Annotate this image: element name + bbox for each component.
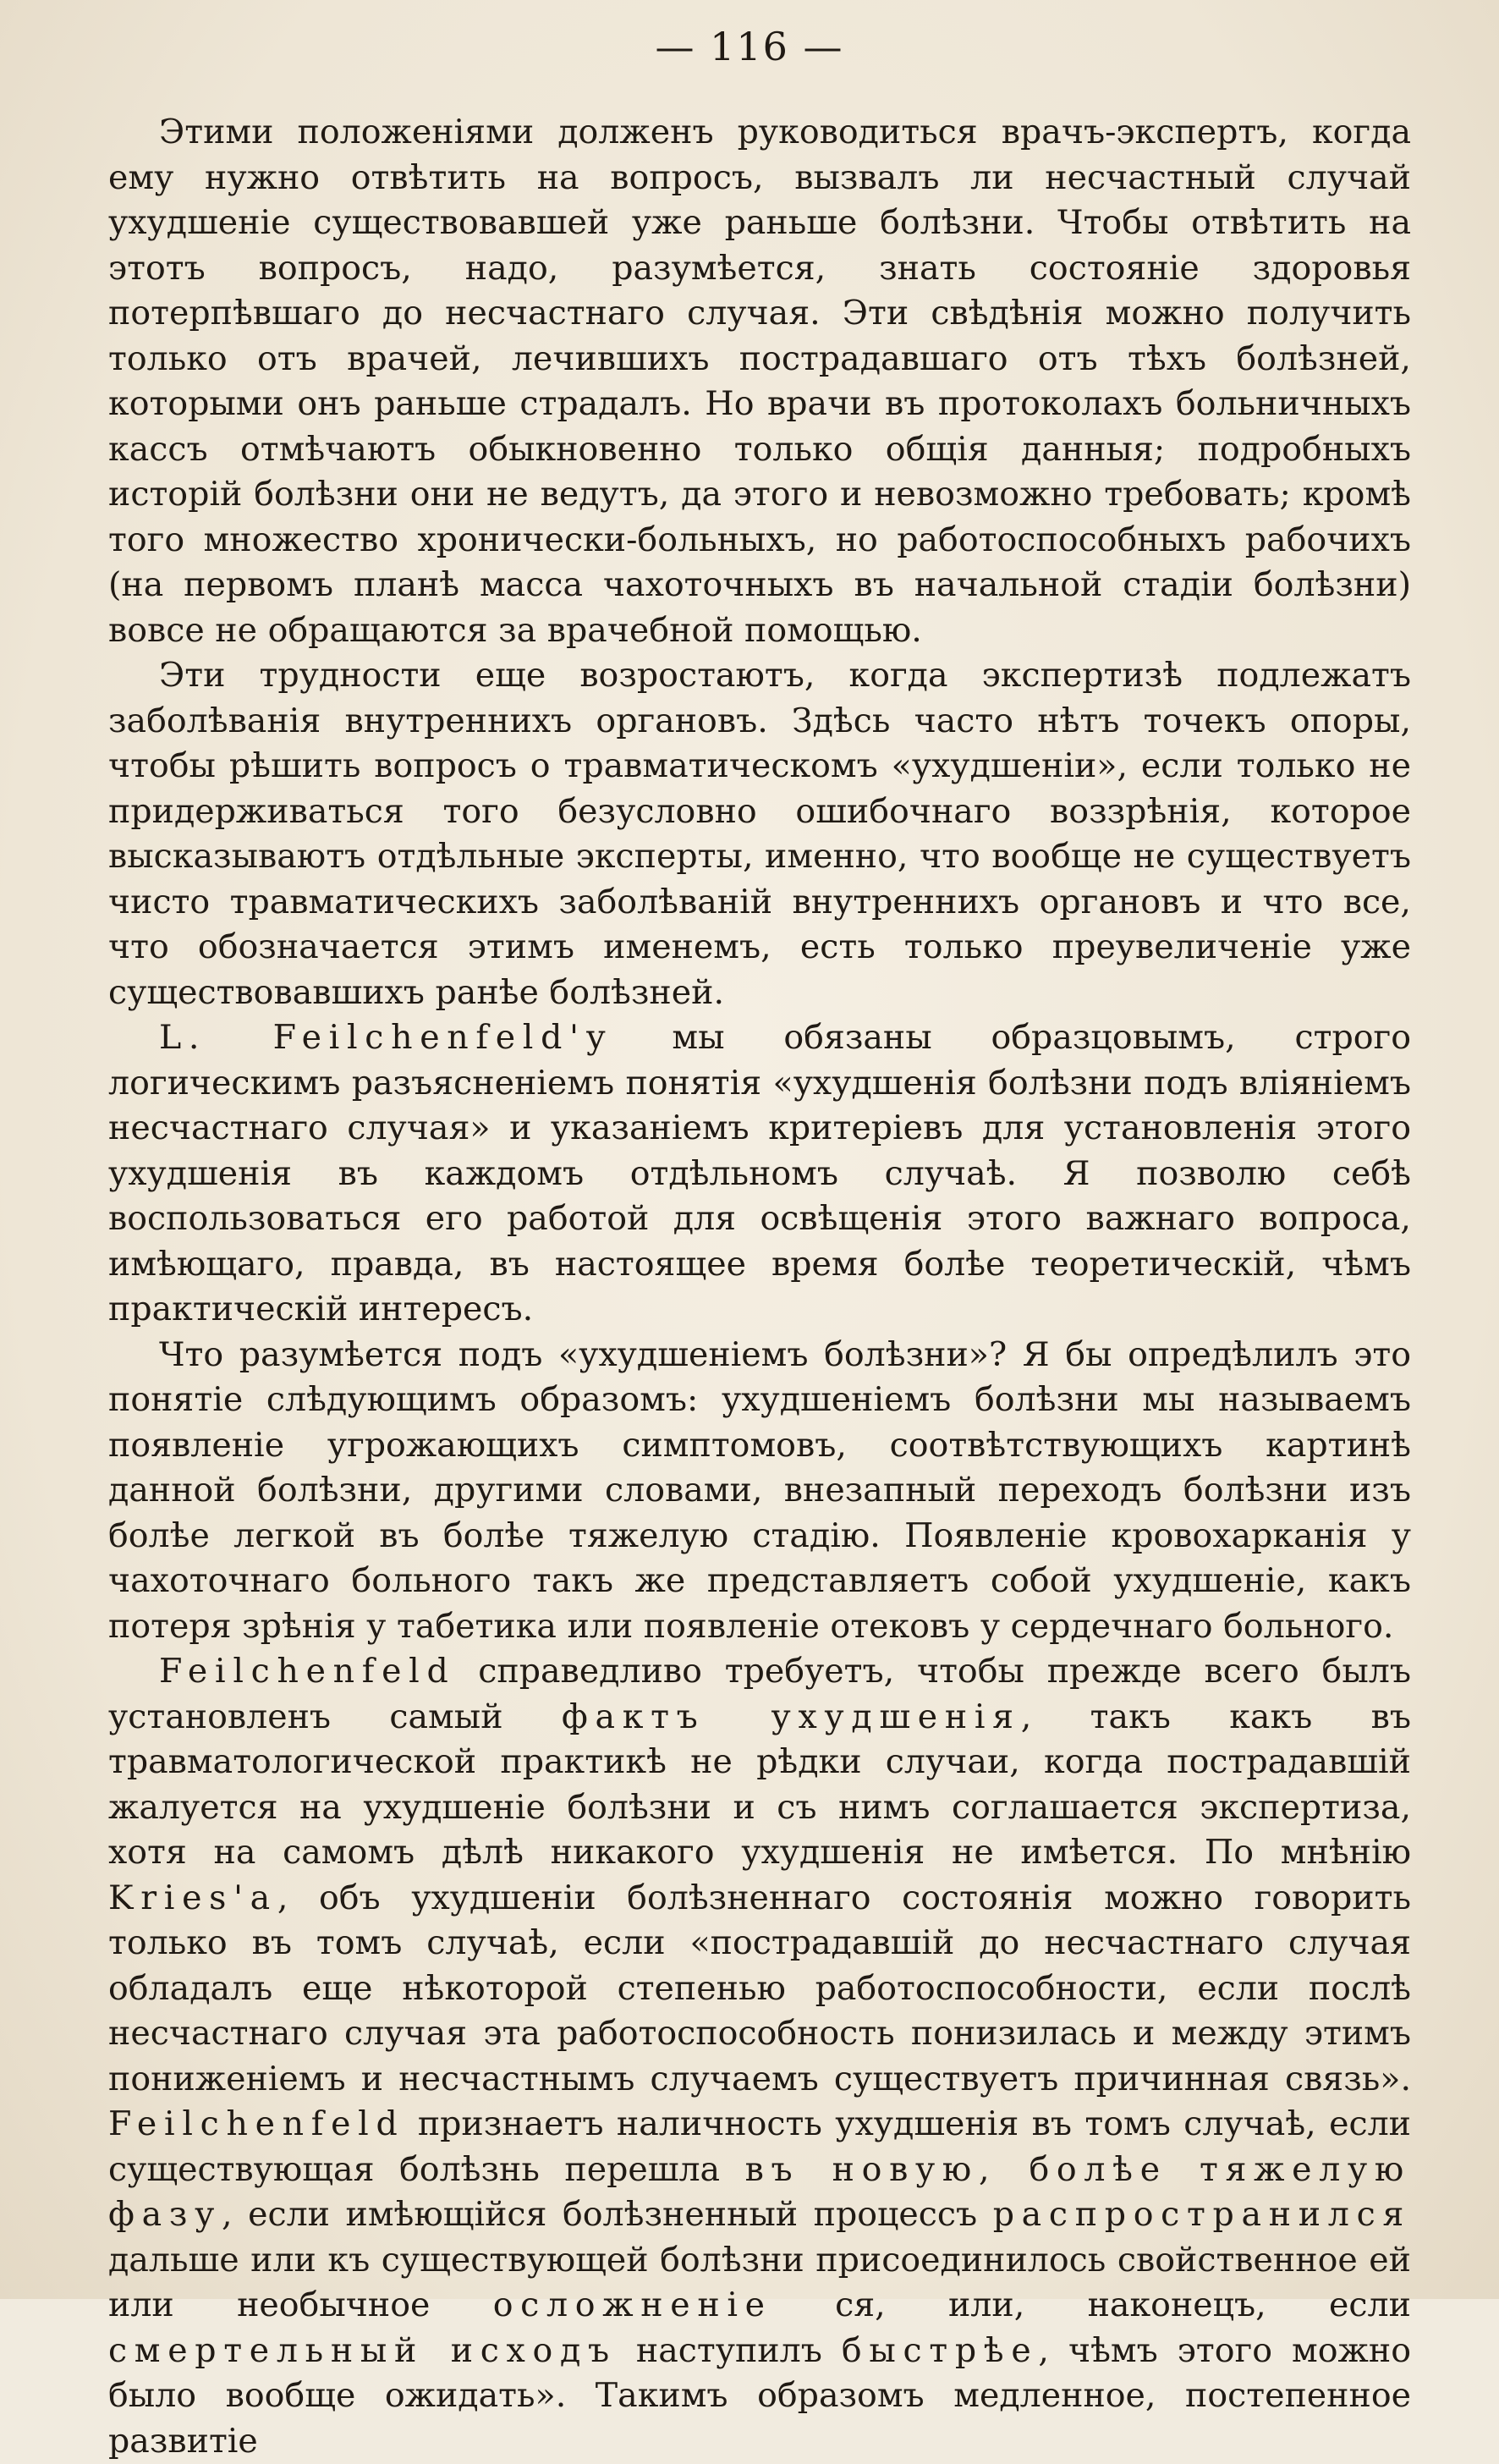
paragraph-2: Эти трудности еще возростаютъ, когда экспертизѣ подлежатъ заболѣванія внутреннихъ органовъ. Здѣсь часто нѣтъ точекъ опоры, чтобы рѣшить вопросъ о травматическомъ «ухудшеніи», если только не придерживаться того безусловно ошибочнаго воззрѣнія, которое высказываютъ отдѣльные эксперты, именно, что вообще не существуетъ чисто травматическихъ заболѣваній внутреннихъ органовъ и что все, что обозначается этимъ именемъ, есть только преувеличеніе уже существовавшихъ ранѣе болѣзней. [108, 656, 1411, 1012]
emphasis: фактъ ухудшенія [561, 1697, 1021, 1736]
author-name: Kries'a [108, 1878, 277, 1917]
author-name: Feilchenfeld [108, 2104, 405, 2143]
emphasis: быстрѣе [841, 2330, 1039, 2370]
emphasis: въ новую, болѣе тяжелую фазу [108, 2149, 1411, 2234]
emphasis: смертельный исходъ [108, 2330, 617, 2370]
page-number: — 116 — [655, 24, 844, 69]
emphasis: осложненіе [492, 2285, 772, 2324]
emphasis: распространился [992, 2195, 1411, 2234]
paragraph-3: L. Feilchenfeld'у мы обязаны образцовымъ, строго логическимъ разъясненіемъ понятія «ухудшенія болѣзни подъ вліяніемъ несчастнаго случая» и указаніемъ критеріевъ для установленія этого ухудшенія въ каждомъ отдѣльномъ случаѣ. Я позволю себѣ воспользоваться его работой для освѣщенія этого важнаго вопроса, имѣющаго, правда, въ настоящее время болѣе теоретическій, чѣмъ практическій интересъ. [108, 1018, 1411, 1328]
paragraph-5: Feilchenfeld справедливо требуетъ, чтобы прежде всего былъ установленъ самый фактъ ухудшенія, такъ какъ въ травматологической практикѣ не рѣдки случаи, когда пострадавшій жалуется на ухудшеніе болѣзни и съ нимъ соглашается экспертиза, хотя на самомъ дѣлѣ никакого ухудшенія не имѣется. По мнѣнію Kries'a, объ ухудшеніи болѣзненнаго состоянія можно говорить только въ томъ случаѣ, если «пострадавшій до несчастнаго случая обладалъ еще нѣкоторой степенью работоспособности, если послѣ несчастнаго случая эта работоспособность понизилась и между этимъ пониженіемъ и несчастнымъ случаемъ существуетъ причинная связь». Feilchenfeld признаетъ наличность ухудшенія въ томъ случаѣ, если существующая болѣзнь перешла въ новую, болѣе тяжелую фазу, если имѣющійся болѣзненный процессъ распространился дальше или къ существующей болѣзни присоединилось свойственное ей или необычное осложненіе ся, или, наконецъ, если смертельный исходъ наступилъ быстрѣе, чѣмъ этого можно было вообще ожидать». Такимъ образомъ медленное, постепенное развитіе [108, 1652, 1412, 2461]
author-name: Feilchenfeld [159, 1652, 456, 1691]
body-text [108, 110, 1411, 2464]
paragraph-1: Этими положеніями долженъ руководиться врачъ-экспертъ, когда ему нужно отвѣтить на вопросъ, вызвалъ ли несчастный случай ухудшеніе существовавшей уже раньше болѣзни. Чтобы отвѣтить на этотъ вопросъ, надо, разумѣется, знать состояніе здоровья потерпѣвшаго до несчастнаго случая. Эти свѣдѣнія можно получить только отъ врачей, лечившихъ пострадавшаго отъ тѣхъ болѣзней, которыми онъ раньше страдалъ. Но врачи въ протоколахъ больничныхъ кассъ отмѣчаютъ обыкновенно только общія данныя; подробныхъ исторій болѣзни они не ведутъ, да этого и невозможно требовать; кромѣ того множество хронически-больныхъ, но работоспособныхъ рабочихъ (на первомъ планѣ масса чахоточныхъ въ начальной стадіи болѣзни) вовсе не обращаются за врачебной помощью. [108, 113, 1411, 650]
paragraph-4: Что разумѣется подъ «ухудшеніемъ болѣзни»? Я бы опредѣлилъ это понятіе слѣдующимъ образомъ: ухудшеніемъ болѣзни мы называемъ появленіе угрожающихъ симптомовъ, соотвѣтствующихъ картинѣ данной болѣзни, другими словами, внезапный переходъ болѣзни изъ болѣе легкой въ болѣе тяжелую стадію. Появленіе кровохарканія у чахоточнаго больного такъ же представляетъ собой ухудшеніе, какъ потеря зрѣнія у табетика или появленіе отековъ у сердечнаго больного. [108, 1334, 1411, 1646]
author-name: L. Feilchenfeld'у [159, 1018, 613, 1057]
